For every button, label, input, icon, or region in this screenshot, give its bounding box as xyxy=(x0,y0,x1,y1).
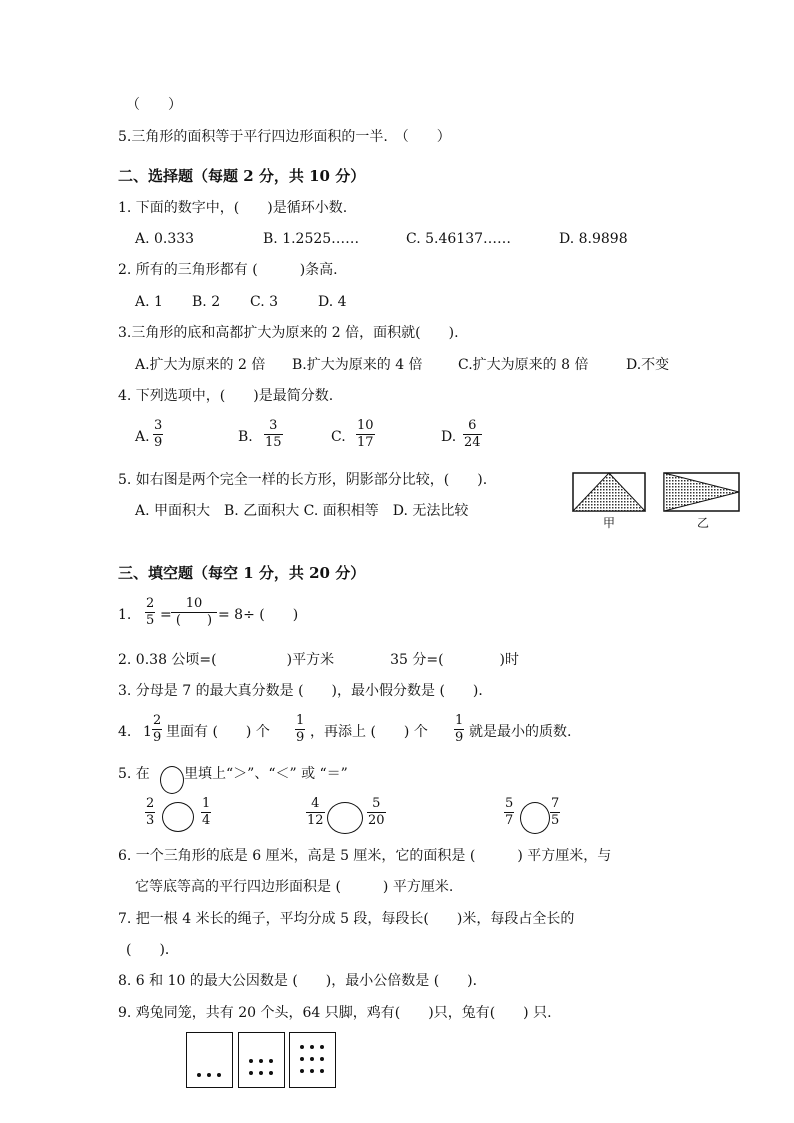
choice-q2-stem: 2. 所有的三角形都有 ( )条高. xyxy=(118,262,338,278)
fill-q9: 9. 鸡兔同笼，共有 20 个头，64 只脚，鸡有( )只，兔有( ) 只. xyxy=(118,1005,552,1021)
fill-q7-line-2: ( )． xyxy=(126,942,179,958)
fill-q5-stem-a: 5. 在 xyxy=(118,766,150,782)
choice-q4-option-b-fraction: 3 15 xyxy=(265,418,282,450)
choice-q4-option-b-label: B. xyxy=(238,429,253,445)
fill-q5-stem-b: 里填上“＞”、“＜” 或 “＝” xyxy=(184,766,348,782)
compare-circle-icon xyxy=(160,766,184,794)
choice-q1-option-b: B. 1.2525…… xyxy=(263,231,360,247)
compare-pair-3-circle[interactable] xyxy=(520,802,550,834)
choice-q4-option-a-fraction: 3 9 xyxy=(154,418,163,450)
choice-q4-stem: 4. 下列选项中，( )是最简分数. xyxy=(118,388,334,404)
fill-q4-mixed-fraction: 2 9 xyxy=(153,713,162,745)
choice-q1-stem: 1. 下面的数字中，( )是循环小数. xyxy=(118,200,348,216)
judge-q5: 5.三角形的面积等于平行四边形面积的一半. （ ） xyxy=(118,129,451,145)
compare-pair-1-left: 2 3 xyxy=(146,796,155,828)
choice-q3-option-b: B.扩大为原来的 4 倍 xyxy=(292,357,423,373)
choice-q3-option-a: A.扩大为原来的 2 倍 xyxy=(135,357,266,373)
dot-card-9 xyxy=(289,1032,336,1088)
fill-q1-fraction-b: 10 ( ) xyxy=(171,597,217,628)
compare-pair-3-left: 5 7 xyxy=(505,796,514,828)
choice-q5-options: A. 甲面积大 B. 乙面积大 C. 面积相等 D. 无法比较 xyxy=(135,503,469,519)
dot-card-6 xyxy=(238,1032,285,1088)
fill-q1-fraction-a: 2 5 xyxy=(146,596,155,628)
choice-q3-stem: 3.三角形的底和高都扩大为原来的 2 倍，面积就( ). xyxy=(118,325,459,341)
fill-q4-number: 4. xyxy=(118,724,132,740)
choice-q4-option-d-fraction: 6 24 xyxy=(464,418,481,450)
choice-q4-option-c-label: C. xyxy=(331,429,346,445)
choice-q5-stem: 5. 如右图是两个完全一样的长方形，阴影部分比较，( ). xyxy=(118,472,488,488)
fill-q6-line-2: 它等底等高的平行四边形面积是 ( ) 平方厘米. xyxy=(135,879,454,895)
fill-q6-line-1: 6. 一个三角形的底是 6 厘米，高是 5 厘米，它的面积是 ( ) 平方厘米，与 xyxy=(118,848,612,864)
fill-q1-number: 1. xyxy=(118,607,132,623)
dot-card-3 xyxy=(186,1032,233,1088)
figure-label-jia: 甲 xyxy=(603,516,616,530)
fill-q4-fraction-2: 1 9 xyxy=(455,713,464,745)
choice-q1-option-a: A. 0.333 xyxy=(135,231,195,247)
compare-pair-3-right: 7 5 xyxy=(551,796,560,828)
choice-q4-option-d-label: D. xyxy=(441,429,457,445)
compare-pair-2-right: 5 20 xyxy=(368,796,385,828)
fill-q1-equals: = xyxy=(160,607,172,623)
fill-q4-whole: 1 xyxy=(143,724,152,740)
choice-q2-option-c: C. 3 xyxy=(250,294,279,310)
fill-q7-line-1: 7. 把一根 4 米长的绳子，平均分成 5 段，每段长( )米，每段占全长的 xyxy=(118,911,575,927)
choice-q4-option-a-label: A. xyxy=(135,429,150,445)
section-title-choice: 二、选择题（每题 2 分，共 10 分） xyxy=(118,167,366,185)
choice-q1-option-d: D. 8.9898 xyxy=(559,231,628,247)
q4-answer-blank: （ ） xyxy=(126,97,182,113)
fill-q4-text-2: ，再添上 ( ) 个 xyxy=(310,724,428,740)
compare-pair-1-circle[interactable] xyxy=(162,802,194,832)
section-title-fill: 三、填空题（每空 1 分，共 20 分） xyxy=(118,564,366,582)
fill-q4-text-3: 就是最小的质数. xyxy=(469,724,572,740)
fill-q1-tail: = 8÷ ( ) xyxy=(218,607,299,623)
compare-pair-1-right: 1 4 xyxy=(202,796,211,828)
fill-q4-fraction-1: 1 9 xyxy=(296,713,305,745)
shaded-rectangles-figure xyxy=(570,471,742,531)
compare-pair-2-left: 4 12 xyxy=(307,796,324,828)
fill-q3: 3. 分母是 7 的最大真分数是 ( )，最小假分数是 ( )． xyxy=(118,683,493,699)
choice-q1-option-c: C. 5.46137…… xyxy=(406,231,512,247)
fill-q4-text-1: 里面有 ( ) 个 xyxy=(166,724,270,740)
fill-q2: 2. 0.38 公顷=( )平方米 35 分=( )时 xyxy=(118,652,520,668)
choice-q2-option-b: B. 2 xyxy=(192,294,221,310)
fill-q8: 8. 6 和 10 的最大公因数是 ( )，最小公倍数是 ( )． xyxy=(118,973,487,989)
choice-q3-option-c: C.扩大为原来的 8 倍 xyxy=(458,357,589,373)
choice-q3-option-d: D.不变 xyxy=(626,357,670,373)
choice-q2-option-a: A. 1 xyxy=(135,294,163,310)
compare-pair-2-circle[interactable] xyxy=(327,802,363,834)
choice-q2-option-d: D. 4 xyxy=(318,294,347,310)
figure-label-yi: 乙 xyxy=(697,516,710,530)
choice-q4-option-c-fraction: 10 17 xyxy=(357,418,374,450)
